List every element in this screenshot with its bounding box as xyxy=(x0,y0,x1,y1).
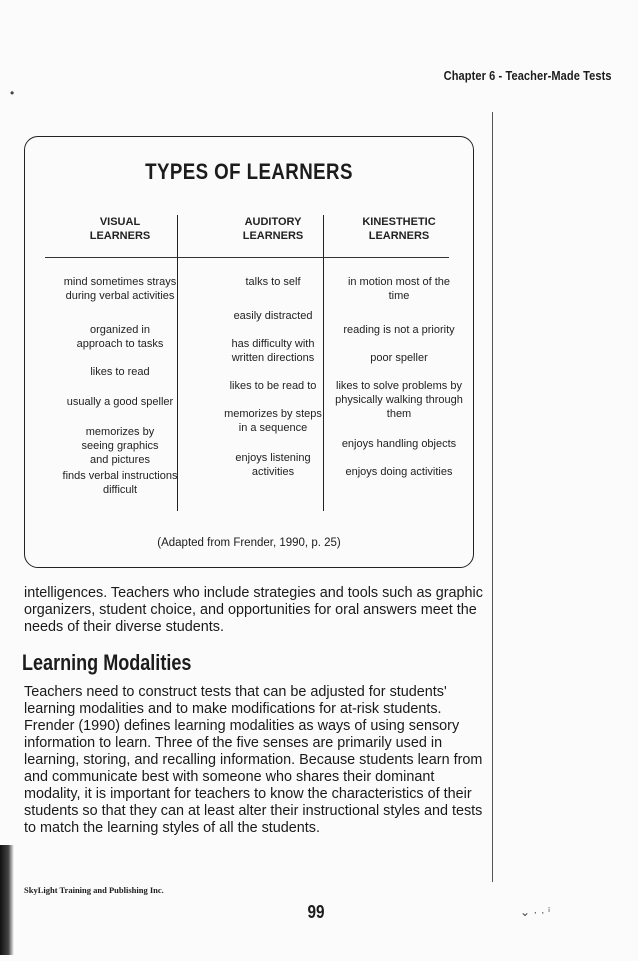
column-divider xyxy=(177,215,178,511)
scan-speck: • xyxy=(10,86,15,100)
column-divider xyxy=(323,215,324,511)
kinesthetic-learners-column xyxy=(325,215,473,478)
section-heading: Learning Modalities xyxy=(22,650,192,675)
heading-rule xyxy=(45,257,449,258)
list-item: likes to solve problems by physically walking through them xyxy=(335,380,463,420)
list-item: finds verbal instructions difficult xyxy=(62,470,178,496)
scan-speck: ⌄ · · ⁱ xyxy=(520,905,551,919)
list-item: enjoys doing activities xyxy=(345,466,453,478)
visual-learners-column xyxy=(45,215,195,496)
publisher-footer: SkyLight Training and Publishing Inc. xyxy=(24,885,164,895)
list-item: likes to be read to xyxy=(229,380,317,392)
list-item: memorizes by steps in a sequence xyxy=(224,408,322,434)
page-binding-shadow xyxy=(0,845,14,955)
list-item: reading is not a priority xyxy=(343,324,455,336)
list-item: organized in approach to tasks xyxy=(76,324,164,350)
list-item: talks to self xyxy=(245,276,301,288)
list-item: memorizes by seeing graphics and pictures xyxy=(81,426,159,466)
types-of-learners-box xyxy=(24,136,474,568)
citation: (Adapted from Frender, 1990, p. 25) xyxy=(157,537,341,549)
list-item: likes to read xyxy=(90,366,150,378)
list-item: has difficulty with written directions xyxy=(231,338,315,364)
running-header: Chapter 6 - Teacher-Made Tests xyxy=(444,68,612,83)
list-item: in motion most of the time xyxy=(347,276,451,302)
list-item: usually a good speller xyxy=(66,396,174,408)
paragraph-learning-modalities: Teachers need to construct tests that can be adjusted for students' learning modalities and to make modifications for at-risk students. Frender (1990) defines learning modalities as ways of using sensory information to learn. Three of the five senses are primarily used in learning, storing, and recalling information. Because students learn from and communicate best with someone who shares their dominant modality, it is important for teachers to know the characteristics of their students so that they can at least alter their instructional styles and tests to match the learning styles of all the students. xyxy=(24,684,483,836)
column-heading: VISUAL LEARNERS xyxy=(89,216,151,242)
page-number: 99 xyxy=(307,902,325,922)
box-title: TYPES OF LEARNERS xyxy=(145,159,353,184)
paragraph-intelligences: intelligences. Teachers who include strategies and tools such as graphic organizers, student choice, and opportunities for oral answers meet the needs of their diverse students. xyxy=(24,585,483,635)
list-item: enjoys listening activities xyxy=(235,452,311,478)
list-item: easily distracted xyxy=(233,310,313,322)
list-item: enjoys handling objects xyxy=(341,438,457,450)
column-heading: KINESTHETIC LEARNERS xyxy=(362,216,436,242)
list-item: poor speller xyxy=(370,352,428,364)
margin-rule xyxy=(492,112,493,882)
list-item: mind sometimes strays during verbal activities xyxy=(63,276,177,302)
column-heading: AUDITORY LEARNERS xyxy=(242,216,304,242)
